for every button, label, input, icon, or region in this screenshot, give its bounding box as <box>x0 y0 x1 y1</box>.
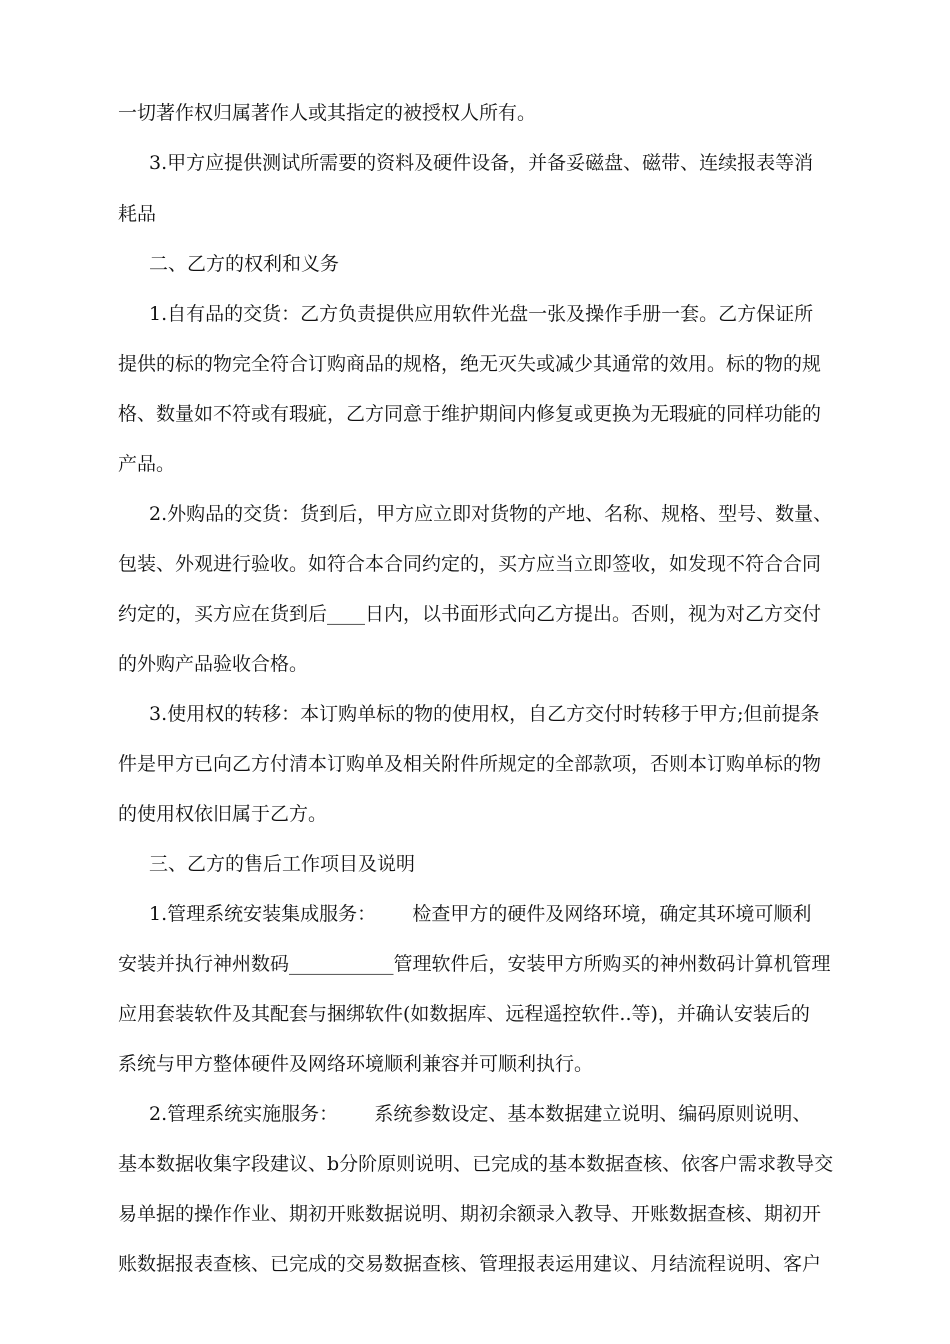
section-heading: 二、乙方的权利和义务 <box>149 253 340 275</box>
text-line: 3.使用权的转移：本订购单标的物的使用权，自乙方交付时转移于甲方;但前提条 <box>149 703 820 725</box>
text-line: 提供的标的物完全符合订购商品的规格，绝无灭失或减少其通常的效用。标的物的规 <box>118 353 822 375</box>
text-line: 耗品 <box>118 203 157 225</box>
text-line: 产品。 <box>118 453 176 475</box>
text-line: 2.外购品的交货：货到后，甲方应立即对货物的产地、名称、规格、型号、数量、 <box>149 503 833 525</box>
text-line: 账数据报表查核、已完成的交易数据查核、管理报表运用建议、月结流程说明、客户 <box>118 1253 822 1275</box>
section-heading: 三、乙方的售后工作项目及说明 <box>149 853 416 875</box>
text-line: 一切著作权归属著作人或其指定的被授权人所有。 <box>118 102 537 124</box>
text-line: 易单据的操作作业、期初开账数据说明、期初余额录入教导、开账数据查核、期初开 <box>118 1203 822 1225</box>
text-line: 的使用权依旧属于乙方。 <box>118 803 328 825</box>
text-line: 应用套装软件及其配套与捆绑软件(如数据库、远程遥控软件..等)，并确认安装后的 <box>118 1003 810 1025</box>
text-line: 件是甲方已向乙方付清本订购单及相关附件所规定的全部款项，否则本订购单标的物 <box>118 753 822 775</box>
text-line: 安装并执行神州数码___________管理软件后，安装甲方所购买的神州数码计算机管理 <box>118 953 831 975</box>
text-line: 1.自有品的交货：乙方负责提供应用软件光盘一张及操作手册一套。乙方保证所 <box>149 303 814 325</box>
text-line: 格、数量如不符或有瑕疵，乙方同意于维护期间内修复或更换为无瑕疵的同样功能的 <box>118 403 822 425</box>
text-line: 1.管理系统安装集成服务： 检查甲方的硬件及网络环境，确定其环境可顺利 <box>149 903 812 925</box>
text-line: 系统与甲方整体硬件及网络环境顺利兼容并可顺利执行。 <box>118 1053 594 1075</box>
text-line: 包装、外观进行验收。如符合本合同约定的，买方应当立即签收，如发现不符合合同 <box>118 553 822 575</box>
text-line: 基本数据收集字段建议、b分阶原则说明、已完成的基本数据查核、依客户需求教导交 <box>118 1153 834 1175</box>
text-line: 约定的，买方应在货到后____日内，以书面形式向乙方提出。否则，视为对乙方交付 <box>118 603 822 625</box>
text-line: 3.甲方应提供测试所需要的资料及硬件设备，并备妥磁盘、磁带、连续报表等消 <box>149 152 814 174</box>
text-line: 的外购产品验收合格。 <box>118 653 309 675</box>
text-line: 2.管理系统实施服务： 系统参数设定、基本数据建立说明、编码原则说明、 <box>149 1103 812 1125</box>
